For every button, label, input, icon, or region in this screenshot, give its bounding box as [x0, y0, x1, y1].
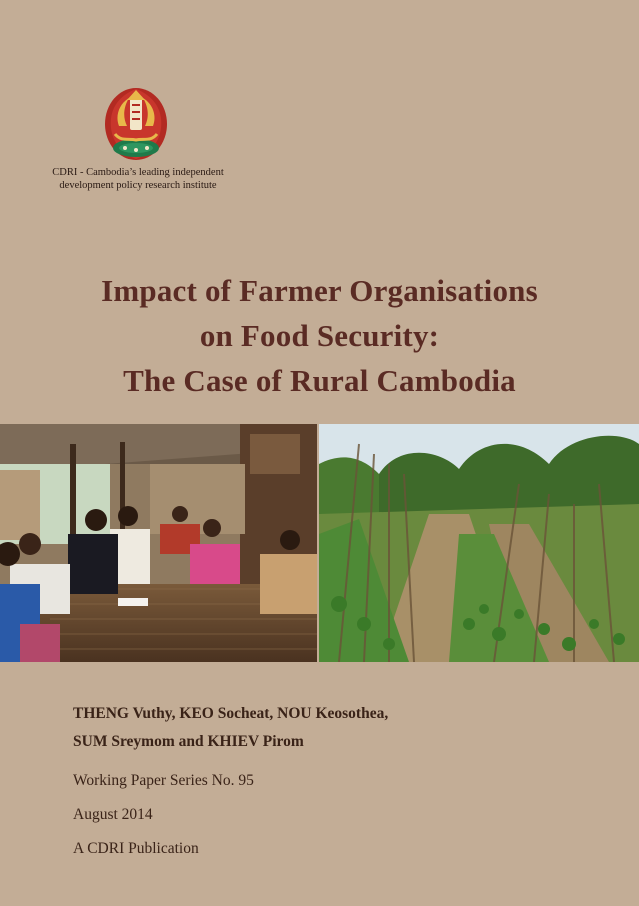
publication-meta: [73, 764, 388, 866]
report-title: [0, 268, 639, 403]
vegetable-field-photo: [319, 424, 639, 662]
title-line-1: Impact of Farmer Organisations: [101, 273, 538, 308]
authors-line-1: THENG Vuthy, KEO Socheat, NOU Keosothea,: [73, 705, 389, 722]
institute-tagline: [28, 166, 248, 192]
cover-photos: [0, 424, 639, 662]
publisher-label: A CDRI Publication: [73, 840, 199, 857]
title-line-2: on Food Security:: [199, 318, 440, 353]
tagline-line-2: development policy research institute: [59, 180, 217, 191]
author-list: [73, 700, 388, 756]
series-label: Working Paper Series No. 95: [73, 772, 254, 789]
title-line-3: The Case of Rural Cambodia: [123, 363, 516, 398]
tagline-line-1: CDRI - Cambodia’s leading independent: [52, 167, 224, 178]
authors-line-2: SUM Sreymom and KHIEV Pirom: [73, 733, 304, 750]
group-meeting-photo: [0, 424, 317, 662]
cdri-logo-icon: [103, 86, 169, 162]
credits-block: [73, 700, 388, 866]
publication-date: August 2014: [73, 806, 153, 823]
